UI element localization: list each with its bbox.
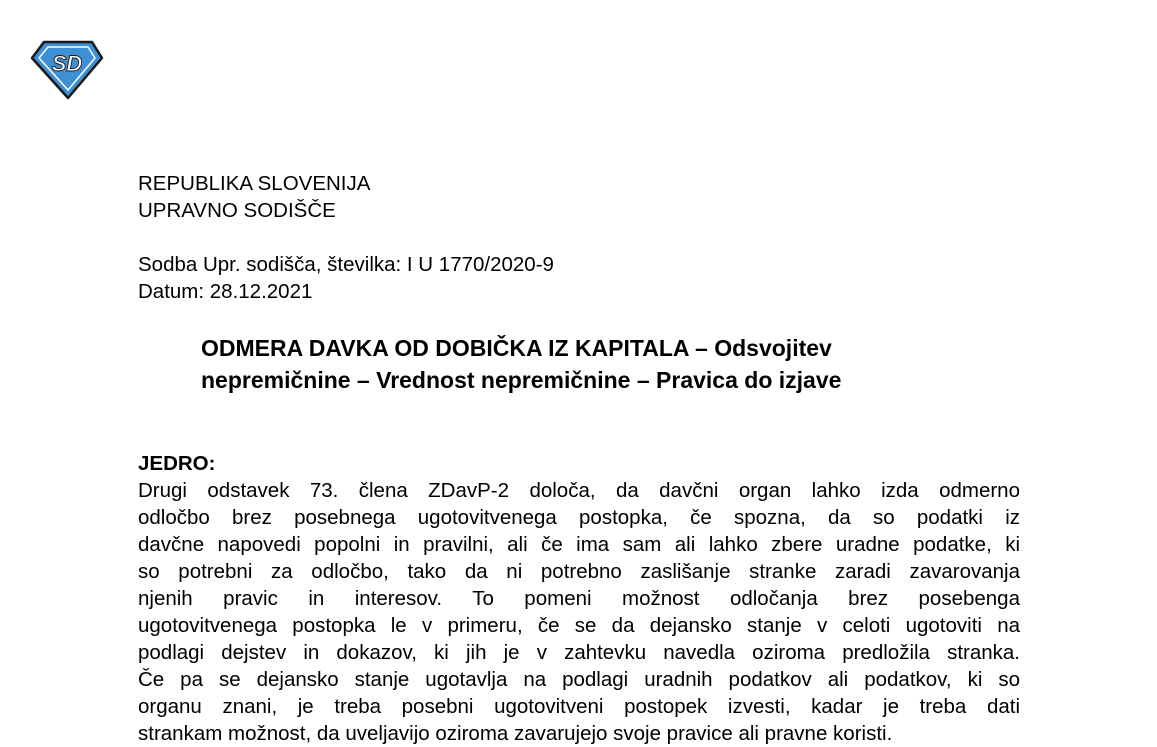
document-body (138, 170, 1020, 747)
case-title-line-1: ODMERA DAVKA OD DOBIČKA IZ KAPITALA – Odsvojitev (201, 335, 832, 361)
jedro-line: so potrebni za odločbo, tako da ni potrebno zaslišanje stranke zaradi zavarovanja (138, 560, 1020, 583)
court-name: UPRAVNO SODIŠČE (138, 199, 336, 222)
jedro-line: podlagi dejstev in dokazov, ki jih je v zahtevku navedla oziroma predložila stranka. (138, 641, 1020, 664)
jedro-line: strankam možnost, da uveljavijo oziroma zavarujejo svoje pravice ali pravne koristi. (138, 722, 893, 745)
case-reference (138, 251, 1020, 305)
jedro-line: davčne napovedi popolni in pravilni, ali če ima sam ali lahko zbere uradne podatke, ki (138, 533, 1020, 556)
jedro-line: odločbo brez posebnega ugotovitvenega postopka, če spozna, da so podatki iz (138, 506, 1020, 529)
jedro-line: Če pa se dejansko stanje ugotavlja na podlagi uradnih podatkov ali podatkov, ki so (138, 668, 1020, 691)
jedro-text (138, 477, 1020, 747)
case-title (201, 332, 991, 396)
jedro-line: ugotovitvenega postopka le v primeru, če se da dejansko stanje v celoti ugotoviti na (138, 614, 1020, 637)
case-number: Sodba Upr. sodišča, številka: I U 1770/2020-9 (138, 253, 554, 276)
court-header (138, 170, 1020, 224)
decision-date: Datum: 28.12.2021 (138, 280, 313, 303)
jedro-line: organu znani, je treba posebni ugotovitveni postopek izvesti, kadar je treba dati (138, 695, 1020, 718)
jedro-line: Drugi odstavek 73. člena ZDavP-2 določa, da davčni organ lahko izda odmerno (138, 479, 1020, 502)
jedro-line: njenih pravic in interesov. To pomeni možnost odločanja brez posebenga (138, 587, 1020, 610)
sodisce-diamond-logo-icon (30, 40, 104, 100)
jedro-heading: JEDRO: (138, 452, 216, 475)
court-country: REPUBLIKA SLOVENIJA (138, 172, 371, 195)
logo-letters: SD (51, 51, 83, 76)
logo-graphic (30, 40, 104, 100)
case-title-line-2: nepremičnine – Vrednost nepremičnine – Pravica do izjave (201, 367, 842, 393)
